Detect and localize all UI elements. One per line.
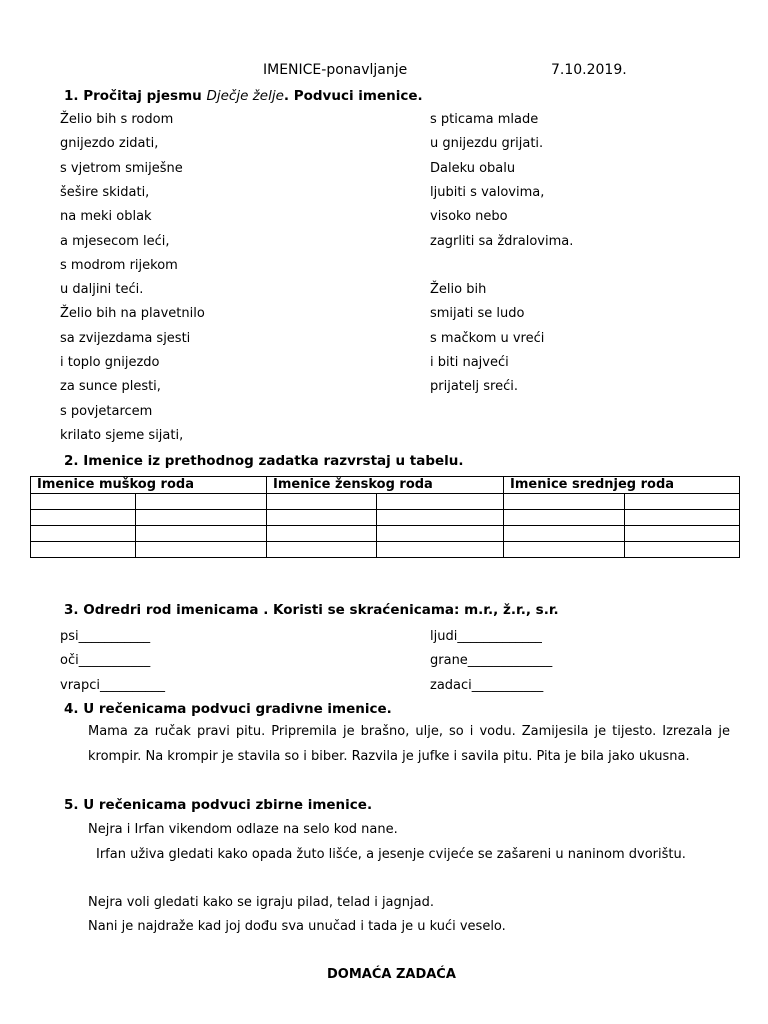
table-cell[interactable] — [136, 510, 267, 526]
table-cell[interactable] — [504, 510, 625, 526]
poem-line: a mjesecom leći, — [60, 233, 170, 249]
table-row — [31, 510, 740, 526]
task5-text: U rečenicama podvuci zbirne imenice. — [83, 797, 373, 813]
poem-line: s vjetrom smiješne — [60, 160, 183, 176]
noun-gender-table — [30, 476, 740, 558]
poem-line: s povjetarcem — [60, 403, 153, 419]
table-cell[interactable] — [377, 542, 504, 558]
task3-item: vrapci__________ — [60, 678, 166, 693]
task5-number: 5. — [64, 797, 79, 813]
table-cell[interactable] — [504, 526, 625, 542]
table-cell[interactable] — [136, 542, 267, 558]
poem-line: ljubiti s valovima, — [430, 184, 545, 200]
poem-line: Daleku obalu — [430, 160, 516, 176]
poem-line: šešire skidati, — [60, 184, 150, 200]
task4-paragraph: Mama za ručak pravi pitu. Pripremila je brašno, ulje, so i vodu. Zamijesila je tijesto. Izrezala je krompir. Na krompir je stavila so i biber. Razvila je jufke i savila pitu. Pita je bila jako ukusna. — [88, 724, 730, 764]
poem-line: na meki oblak — [60, 209, 152, 225]
task1-heading — [64, 88, 423, 104]
table-cell[interactable] — [504, 494, 625, 510]
poem-line: Želio bih na plavetnilo — [60, 306, 205, 322]
poem-line: u gnijezdu grijati. — [430, 136, 544, 152]
homework-heading: DOMAĆA ZADAĆA — [327, 967, 456, 982]
table-cell[interactable] — [377, 510, 504, 526]
poem-line: gnijezdo zidati, — [60, 136, 159, 152]
task3-number: 3. — [64, 602, 79, 618]
poem-line: s pticama mlade — [430, 112, 539, 127]
poem-line: s modrom rijekom — [60, 257, 178, 273]
task5-sentence: Irfan uživa gledati kako opada žuto lišće, a jesenje cvijeće se zašareni u naninom dvorištu. — [96, 847, 686, 862]
task3-heading — [64, 602, 559, 618]
table-cell[interactable] — [377, 494, 504, 510]
table-row — [31, 542, 740, 558]
task2-number: 2. — [64, 453, 79, 469]
poem-title: Dječje želje — [206, 88, 284, 104]
poem-line: za sunce plesti, — [60, 379, 161, 395]
task5-heading — [64, 797, 372, 813]
poem-line: krilato sjeme sijati, — [60, 427, 184, 443]
poem-line: i toplo gnijezdo — [60, 355, 160, 370]
poem-line: sa zvijezdama sjesti — [60, 330, 191, 346]
poem-line: Želio bih — [430, 282, 487, 298]
task3-item: psi___________ — [60, 629, 151, 644]
poem-line: s mačkom u vreći — [430, 330, 545, 346]
table-cell[interactable] — [625, 494, 740, 510]
task2-heading — [64, 453, 464, 469]
table-cell[interactable] — [136, 526, 267, 542]
header-feminine: Imenice ženskog roda — [267, 477, 504, 494]
poem-line: zagrliti sa ždralovima. — [430, 233, 574, 249]
table-cell[interactable] — [31, 542, 136, 558]
header-neuter: Imenice srednjeg roda — [504, 477, 740, 494]
date: 7.10.2019. — [551, 62, 627, 78]
table-header-row — [31, 477, 740, 494]
poem-line: i biti najveći — [430, 355, 509, 370]
table-cell[interactable] — [504, 542, 625, 558]
header-masculine: Imenice muškog roda — [31, 477, 267, 494]
poem-line: u daljini teći. — [60, 282, 144, 298]
task5-sentence: Nani je najdraže kad joj dođu sva unučad i tada je u kući veselo. — [88, 919, 506, 934]
task1-number: 1. — [64, 88, 79, 104]
table-cell[interactable] — [31, 510, 136, 526]
task2-text: Imenice iz prethodnog zadatka razvrstaj u tabelu. — [83, 453, 464, 469]
table-row — [31, 494, 740, 510]
table-cell[interactable] — [625, 526, 740, 542]
task3-item: zadaci___________ — [430, 678, 544, 693]
table-cell[interactable] — [267, 510, 377, 526]
poem-line: visoko nebo — [430, 209, 508, 225]
poem-line: smijati se ludo — [430, 306, 525, 322]
task4-number: 4. — [64, 701, 79, 717]
task5-sentence: Nejra voli gledati kako se igraju pilad, telad i jagnjad. — [88, 895, 434, 910]
page-title: IMENICE-ponavljanje — [263, 62, 408, 78]
table-cell[interactable] — [267, 526, 377, 542]
task5-sentence: Nejra i Irfan vikendom odlaze na selo kod nane. — [88, 822, 398, 837]
poem-line: prijatelj sreći. — [430, 379, 518, 395]
table-cell[interactable] — [31, 494, 136, 510]
task3-item: grane_____________ — [430, 653, 553, 668]
task4-text: U rečenicama podvuci gradivne imenice. — [83, 701, 392, 717]
table-cell[interactable] — [267, 494, 377, 510]
task3-item: ljudi_____________ — [430, 629, 542, 644]
task1-text-before: Pročitaj pjesmu — [83, 88, 207, 104]
poem-line: Želio bih s rodom — [60, 112, 174, 127]
task4-heading — [64, 701, 392, 717]
task3-text: Odredri rod imenicama . Koristi se skraćenicama: m.r., ž.r., s.r. — [83, 602, 559, 618]
table-cell[interactable] — [377, 526, 504, 542]
table-cell[interactable] — [31, 526, 136, 542]
table-cell[interactable] — [625, 510, 740, 526]
table-cell[interactable] — [625, 542, 740, 558]
table-cell[interactable] — [136, 494, 267, 510]
task1-text-after: . Podvuci imenice. — [283, 88, 423, 104]
task3-item: oči___________ — [60, 653, 151, 668]
table-row — [31, 526, 740, 542]
table-cell[interactable] — [267, 542, 377, 558]
